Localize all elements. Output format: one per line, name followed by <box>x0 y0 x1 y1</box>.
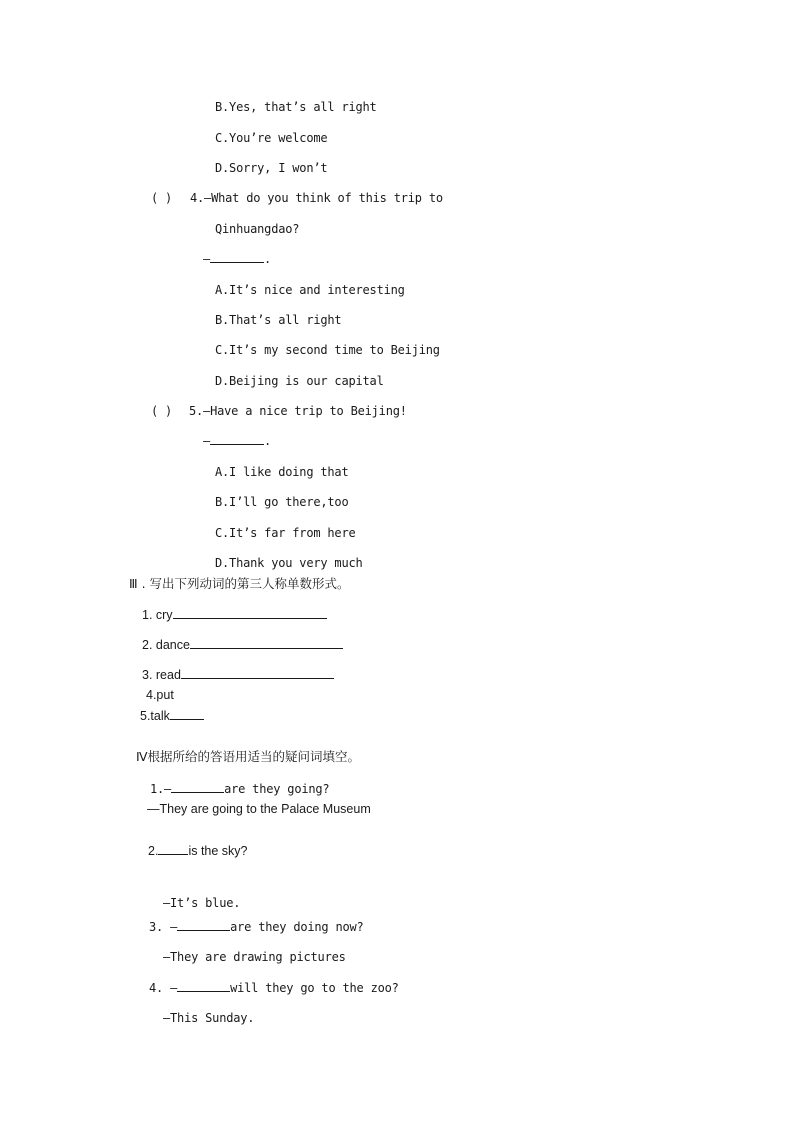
section-3-heading: Ⅲ . 写出下列动词的第三人称单数形式。 <box>129 576 350 591</box>
item-label: 2. dance <box>142 638 190 652</box>
prev-option-b: B.Yes, that’s all right <box>215 100 377 114</box>
question-5-paren: ( ) <box>151 404 173 418</box>
question-4-option-d: D.Beijing is our capital <box>215 374 384 388</box>
question-4-stem: 4.—What do you think of this trip to <box>190 191 443 205</box>
reply-end: . <box>264 434 272 448</box>
reply-dash: — <box>203 252 211 266</box>
answer-blank <box>171 781 224 793</box>
section-4-q4 <box>149 980 399 996</box>
section-3-item-3 <box>142 667 334 683</box>
answer-blank <box>173 607 327 619</box>
section-4-q3 <box>149 919 364 935</box>
q-suffix: are they doing now? <box>230 920 364 934</box>
q-prefix: 4. — <box>149 981 178 995</box>
item-label: 1. cry <box>142 608 173 622</box>
section-3-item-1 <box>142 607 327 623</box>
section-4-q2-answer: —It’s blue. <box>163 896 241 910</box>
question-5-option-a: A.I like doing that <box>215 465 349 479</box>
question-4-option-b: B.That’s all right <box>215 313 342 327</box>
q-prefix: 2. <box>148 844 159 858</box>
answer-blank <box>170 708 204 720</box>
q-suffix: will they go to the zoo? <box>230 981 399 995</box>
section-4-q2 <box>148 843 248 859</box>
question-4-reply <box>203 251 271 267</box>
prev-option-d: D.Sorry, I won’t <box>215 161 328 175</box>
reply-dash: — <box>203 434 211 448</box>
question-5-stem: 5.—Have a nice trip to Beijing! <box>189 404 407 418</box>
section-3-item-4 <box>146 687 174 703</box>
section-3-item-2 <box>142 637 343 653</box>
section-4-q3-answer: —They are drawing pictures <box>163 950 346 964</box>
question-4-paren: ( ) <box>151 191 173 205</box>
reply-end: . <box>264 252 272 266</box>
question-5-option-b: B.I’ll go there,too <box>215 495 349 509</box>
q-suffix: are they going? <box>224 782 330 796</box>
q-prefix: 3. — <box>149 920 178 934</box>
prev-option-c: C.You’re welcome <box>215 131 328 145</box>
question-4-stem-cont: Qinhuangdao? <box>215 222 300 236</box>
section-4-q4-answer: —This Sunday. <box>163 1011 255 1025</box>
question-4-option-a: A.It’s nice and interesting <box>215 283 405 297</box>
question-5-option-c: C.It’s far from here <box>215 526 356 540</box>
reply-blank <box>210 251 264 263</box>
section-3-item-5 <box>140 708 204 724</box>
q-prefix: 1.— <box>150 782 172 796</box>
item-label: 4.put <box>146 688 174 702</box>
section-4-q1 <box>150 781 329 797</box>
answer-blank <box>177 980 230 992</box>
answer-blank <box>177 919 230 931</box>
section-4-q1-answer: —They are going to the Palace Museum <box>147 802 371 816</box>
question-4-option-c: C.It’s my second time to Beijing <box>215 343 440 357</box>
section-4-heading: Ⅳ根据所给的答语用适当的疑问词填空。 <box>136 749 361 764</box>
item-label: 5.talk <box>140 709 170 723</box>
q-suffix: is the sky? <box>188 844 248 858</box>
question-5-option-d: D.Thank you very much <box>215 556 363 570</box>
reply-blank <box>210 433 264 445</box>
answer-blank <box>190 637 343 649</box>
answer-blank <box>181 667 334 679</box>
item-label: 3. read <box>142 668 181 682</box>
question-5-reply <box>203 433 271 449</box>
answer-blank <box>158 843 188 855</box>
